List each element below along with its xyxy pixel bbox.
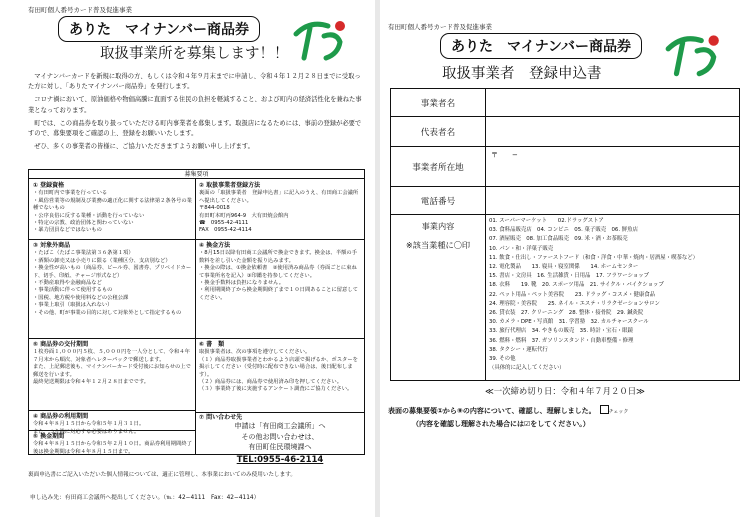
section-line: FAX 0955-42-4114 bbox=[199, 227, 252, 234]
section-line: また、つり銭に対応する必要はありません。 bbox=[33, 428, 140, 435]
org-name: 有田町個人番号カード普及促進事業 bbox=[28, 6, 132, 14]
section-line: 有田町本町丙964-9 大有田焼会館内 bbox=[199, 212, 289, 219]
consent-instruction: （内容を確認し理解された場合には☑をしてください。） bbox=[412, 420, 590, 428]
contact-line: その他お問い合わせは、 bbox=[241, 432, 319, 441]
category-option[interactable]: 39. その他 bbox=[489, 356, 516, 363]
section-line: ・酒類の卸売又は小売りに限る（業種区分、支店別など） bbox=[33, 257, 171, 264]
section-line: また、上記郵送後も、マイナンバーカード受付後にお知らせの上で郵送を行います。 bbox=[33, 364, 191, 378]
banner-title: ありた マイナンバー商品券 bbox=[58, 16, 260, 42]
category-list bbox=[489, 217, 737, 373]
consent-statement bbox=[388, 405, 748, 418]
category-option[interactable]: 01. スーパーマーケット 02.ドラッグストア bbox=[489, 218, 604, 224]
section-line: １枚券面１,０００円５枚、５,０００円を一人分として、令和４年７月末から順次、対象者へレターパックで郵送します。 bbox=[33, 349, 190, 363]
contact-tel: TEL:0955-46-2114 bbox=[236, 455, 324, 465]
contact-line: 申請は「有田商工会議所」へ bbox=[234, 422, 326, 430]
form-row-phone bbox=[391, 187, 739, 215]
section-line: ・換金性が高いもの（商品券、ビール券、図書券、プリペイドカード、切手、印紙、チャージ形式など） bbox=[33, 265, 192, 279]
section-line: ・風俗営業等の規制及び業務の適正化に関する法律第２条各号の業種でないもの bbox=[33, 197, 192, 212]
intro-paragraph: ぜひ、多くの事業者の皆様に、ご協力いただきますようお願い申し上げます。 bbox=[34, 143, 254, 151]
category-option[interactable]: 24. 理容院・美容院 25. ネイル・エステ・リラクゼーションサロン bbox=[489, 300, 660, 307]
req-section bbox=[196, 180, 363, 239]
category-option[interactable]: 07. 酒屋販売 08. 加工食品販売 09. 米・酒・お茶販売 bbox=[489, 236, 628, 243]
section-line: （３）事業終了後に実施するアンケート調査にご協力ください。 bbox=[199, 386, 353, 393]
req-section bbox=[196, 240, 363, 338]
category-note: ※該当業種に〇印 bbox=[405, 240, 471, 250]
phone-field[interactable] bbox=[487, 187, 739, 214]
section-line: ・国税、地方税や使用料などの公租公課 bbox=[33, 294, 129, 301]
category-label: 事業内容 bbox=[421, 221, 455, 231]
section-title: ③ 対象外商品 bbox=[33, 242, 71, 249]
section-line: （１）商品券取扱事業者とわかるよう店頭で掲げるか、ポスターを掲示してください（受付時に配布できない場合は、後日配布します）。 bbox=[199, 356, 358, 378]
section-line: ・換金の際は、①換金依頼書 ②使用済み商品券（券面ごとに束ねて事業所名を記入）③印鑑を持参してください。 bbox=[199, 265, 357, 279]
registration-form bbox=[390, 88, 740, 381]
page-title: 取扱事業所を募集します！！ bbox=[100, 46, 289, 62]
form-row-representative bbox=[391, 117, 739, 147]
section-line: 令和４年８月１５日から令和５年２月１０日。商品券利用期間終了後は換金期間は令和４年８月１５日まで。 bbox=[33, 441, 192, 455]
town-logo-icon bbox=[290, 14, 350, 64]
consent-text: 表面の募集要領①から⑨の内容について、確認し、理解しました。 bbox=[388, 407, 596, 415]
req-section bbox=[30, 428, 195, 455]
form-row-business-name bbox=[391, 89, 739, 117]
category-option[interactable]: 26. 貸衣装 27. クリーニング 28. 整体・接骨院 29. 鍼灸院 bbox=[489, 310, 644, 317]
category-other-hint: （具体的に記入してください） bbox=[489, 365, 565, 372]
requirements-heading: 募集要項 bbox=[29, 170, 364, 179]
org-name: 有田町個人番号カード普及促進事業 bbox=[388, 23, 492, 31]
section-line: ・公序良俗に反する業種・活動を行っていない bbox=[33, 212, 145, 219]
section-title: ② 取扱事業者登録方法 bbox=[199, 182, 261, 189]
form-row-address bbox=[391, 147, 739, 187]
category-option[interactable]: 10. パン・和・洋菓子販売 bbox=[489, 245, 554, 252]
req-section bbox=[30, 339, 195, 410]
section-title: ① 登録資格 bbox=[33, 182, 65, 189]
address-field[interactable]: 〒 − bbox=[491, 151, 518, 159]
section-line: 令和４年８月１５日から令和５年１月３１日。 bbox=[33, 421, 145, 428]
consent-block bbox=[388, 405, 748, 430]
req-section bbox=[30, 240, 195, 338]
category-option[interactable]: 30. カメラ・DPE・写真館 31. 学習塾 32. カルチャースクール bbox=[489, 319, 649, 326]
representative-field[interactable] bbox=[487, 117, 739, 146]
requirements-box bbox=[28, 169, 365, 455]
section-line: 裏面の「取扱事業者 登録申込書」に記入のうえ、有田商工会議所へ提出してください。 bbox=[199, 190, 359, 204]
intro-text bbox=[28, 72, 363, 155]
req-section bbox=[30, 180, 195, 239]
section-line: ・暴力団員などではないもの bbox=[33, 227, 102, 234]
section-title: ④ 商品券の利用期間 bbox=[33, 413, 89, 420]
category-option[interactable]: 15. 書店・文房具 16. 生活雑貨・日用品 17. フラワーショップ bbox=[489, 273, 650, 280]
section-line: ・換金手数料は負担になりません。 bbox=[199, 280, 285, 287]
section-title: ⑦ 問い合わせ先 bbox=[199, 414, 243, 421]
intro-paragraph: 町では、この商品券を取り扱っていただける町内事業者を募集します。取扱店になるためには、事前の登録が必要ですので、募集要項をご確認の上、登録をお願いいたします。 bbox=[28, 119, 362, 138]
section-line: ・有田町内で事業を行っている bbox=[33, 190, 108, 197]
category-option[interactable]: 36. 燃料・燃料 37. ガソリンスタンド・自動車整備・修理 bbox=[489, 337, 634, 344]
contact-info bbox=[195, 421, 365, 453]
section-line: 取扱事業者は、次の事項を遵守してください。 bbox=[199, 349, 311, 356]
consent-checkbox[interactable] bbox=[600, 405, 609, 414]
section-line: 〒844-0018 bbox=[199, 205, 230, 212]
req-section bbox=[196, 339, 363, 412]
field-label bbox=[391, 215, 486, 380]
field-label: 事業者名 bbox=[391, 89, 486, 116]
category-option[interactable]: 03. 食料品販売店 04. コンビニ 05. 菓子販売 06. 鮮魚店 bbox=[489, 227, 638, 234]
section-line: 最終発送期限は令和４年１２月２８日までです。 bbox=[33, 379, 150, 386]
section-title: ⑤ 商品券の交付期間 bbox=[33, 341, 89, 348]
town-logo-icon bbox=[662, 28, 724, 80]
intro-paragraph: コロナ禍において、原油価格や物価高騰に直面する住民の負担を軽減すること、および町内の経済活性化を兼ねた事業となっております。 bbox=[28, 96, 362, 114]
category-option[interactable]: 22. ペット用品・ペット美容院 23. ドラッグ・コスメ・健康食品 bbox=[489, 291, 656, 298]
field-label: 電話番号 bbox=[391, 187, 486, 214]
business-name-field[interactable] bbox=[487, 89, 739, 116]
field-label: 事業者所在地 bbox=[391, 147, 486, 186]
page-title: 取扱事業者 登録申込書 bbox=[442, 66, 602, 82]
banner-title: ありた マイナンバー商品券 bbox=[440, 33, 642, 59]
application-form-page bbox=[380, 0, 750, 517]
submission-info: 申し込み先：有田商工会議所へ提出してください。（℡：42−4111 Fax：42−4114） bbox=[30, 495, 260, 501]
section-line: （２）商品券には、商品券で使用済み印を押してください。 bbox=[199, 379, 343, 386]
privacy-note: 裏面申込書にご記入いただいた個人情報については、適正に管理し、本事業においてのみ使用いたします。 bbox=[28, 472, 296, 478]
category-option[interactable]: 11. 飲食・仕出し・ファーストフード（和食・洋食・中華・焼肉・居酒屋・喫茶など） bbox=[489, 254, 699, 261]
deadline-text: ≪一次締め切り日：令和４年７月２０日≫ bbox=[485, 386, 645, 396]
section-line: ・利用期間終了から換金期間終了まで１０日間あることに留意してください。 bbox=[199, 287, 358, 301]
field-label: 代表者名 bbox=[391, 117, 486, 146]
section-line: ☎ 0955-42-4111 bbox=[199, 220, 249, 227]
section-line: ・事業活動に伴って使用するもの bbox=[33, 287, 113, 294]
category-option[interactable]: 38. タクシー・運転代行 bbox=[489, 346, 548, 353]
section-line: ・たばこ（たばこ事業法第３６条第１項） bbox=[33, 250, 134, 257]
section-title: ④ 換金方法 bbox=[199, 242, 231, 249]
category-option[interactable]: 18. 衣料 19. 靴 20. スポーツ用品 21. サイクル・バイクショップ bbox=[489, 282, 664, 289]
section-line: ・事業上取引（取扱は入れない） bbox=[33, 302, 113, 309]
section-line: ・不動産取得や金融商品など bbox=[33, 280, 102, 287]
form-row-category bbox=[391, 215, 739, 380]
section-line: ・特定の宗教、政治団体と関わっていない bbox=[33, 220, 134, 227]
contact-line: 有田町住民環境課へ bbox=[248, 443, 312, 451]
section-title: ⑤ 換金期間 bbox=[33, 433, 65, 440]
category-option[interactable]: 33. 旅行代理店 34. やきもの販売 35. 時計・宝石・眼鏡 bbox=[489, 328, 634, 335]
section-title: ⑥ 書 類 bbox=[199, 341, 225, 348]
intro-paragraph: マイナンバーカードを新規に取得の方、もしくは令和４年９月末までに申請し、令和４年１２月２８日までに受取った方に対し、「ありたマイナンバー商品券」を発行します。 bbox=[28, 73, 361, 91]
checkbox-label: チェック bbox=[608, 409, 629, 415]
req-section bbox=[30, 411, 195, 435]
section-line: ・8月15日以降有田商工会議所で換金できます。換金は、半額の手数料を差し引いた金額を振り込みます。 bbox=[199, 250, 358, 264]
category-option[interactable]: 12. 電化製品 13. 寝具・寝室関係 14. ホームセンター bbox=[489, 264, 639, 271]
section-line: ・その他、町が事業の目的に対して対象外として指定するもの bbox=[33, 309, 182, 316]
